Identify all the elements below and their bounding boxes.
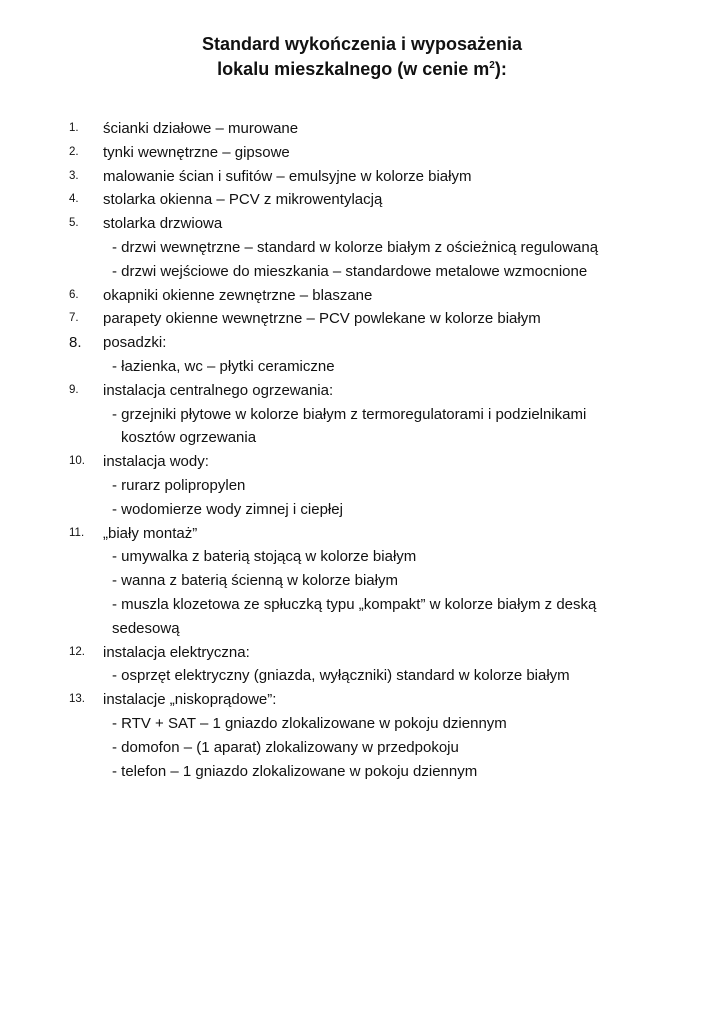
- title-line-1: Standard wykończenia i wyposażenia: [201, 34, 523, 54]
- item-text: stolarka okienna – PCV z mikrowentylacją: [103, 191, 383, 209]
- sub-item: [0, 569, 724, 593]
- item-text: instalacje „niskoprądowe”:: [103, 691, 277, 709]
- sub-item: [0, 760, 724, 784]
- item-number: 2.: [69, 145, 79, 158]
- list-item-9: [0, 379, 724, 403]
- item-number: 1.: [69, 122, 79, 134]
- sub-item-text: - drzwi wewnętrzne – standard w kolorze białym z ościeżnicą regulowaną: [112, 238, 599, 256]
- sub-item-text: - drzwi wejściowe do mieszkania – standardowe metalowe wzmocnione: [112, 262, 588, 280]
- item-number: 5.: [69, 217, 79, 230]
- sub-item-continuation: [0, 426, 724, 450]
- title-line-2: [0, 57, 724, 82]
- item-number: 3.: [69, 169, 79, 182]
- item-number: 4.: [69, 193, 79, 206]
- list-item-11: [0, 522, 724, 546]
- list-item-4: [0, 188, 724, 212]
- title-line-2-end: ):: [494, 59, 507, 79]
- list-item-10: [0, 450, 724, 474]
- sub-item: [0, 736, 724, 760]
- item-text: posadzki:: [103, 334, 167, 352]
- item-number: 13.: [69, 693, 85, 706]
- sub-item: [0, 545, 724, 569]
- sub-item-text: - muszla klozetowa ze spłuczką typu „kompakt” w kolorze białym z deską: [112, 595, 597, 613]
- sub-item: [0, 664, 724, 688]
- sub-item-text: - łazienka, wc – płytki ceramiczne: [112, 357, 335, 375]
- title-line-2-main: lokalu mieszkalnego (w cenie m: [217, 59, 490, 79]
- sub-item-text: - RTV + SAT – 1 gniazdo zlokalizowane w pokoju dziennym: [112, 714, 507, 732]
- item-text: ścianki działowe – murowane: [103, 120, 299, 137]
- item-text: instalacja wody:: [103, 453, 209, 471]
- list-item-8: [0, 331, 724, 355]
- list-item-5: [0, 212, 724, 236]
- sub-item-continuation: [0, 617, 724, 641]
- list-item-12: [0, 641, 724, 665]
- sub-item: [0, 260, 724, 284]
- item-number: 6.: [69, 288, 79, 301]
- list-item-2: [0, 141, 724, 165]
- sub-item: [0, 355, 724, 379]
- sub-item-continuation-text: kosztów ogrzewania: [121, 429, 257, 447]
- list-item-7: [0, 307, 724, 331]
- specification-list: [0, 117, 724, 783]
- sub-item: [0, 474, 724, 498]
- item-text: okapniki okienne zewnętrzne – blaszane: [103, 286, 373, 304]
- sub-item-text: - wodomierze wody zimnej i ciepłej: [112, 500, 343, 518]
- document-title: [0, 32, 724, 82]
- sub-item-text: - grzejniki płytowe w kolorze białym z termoregulatorami i podzielnikami: [112, 405, 587, 423]
- item-text: tynki wewnętrzne – gipsowe: [103, 143, 290, 161]
- sub-item-text: - rurarz polipropylen: [112, 476, 246, 494]
- sub-item: [0, 712, 724, 736]
- item-number: 10.: [69, 455, 85, 468]
- item-text: parapety okienne wewnętrzne – PCV powlekane w kolorze białym: [103, 310, 541, 328]
- item-number: 7.: [69, 312, 79, 325]
- list-item-6: [0, 284, 724, 308]
- sub-item-text: - domofon – (1 aparat) zlokalizowany w przedpokoju: [112, 738, 459, 756]
- sub-item-text: - telefon – 1 gniazdo zlokalizowane w pokoju dziennym: [112, 762, 478, 780]
- item-number: 9.: [69, 383, 79, 396]
- sub-item-text: - umywalka z baterią stojącą w kolorze białym: [112, 548, 417, 566]
- list-item-13: [0, 688, 724, 712]
- item-number: 8.: [69, 334, 82, 352]
- sub-item: [0, 593, 724, 617]
- sub-item: [0, 498, 724, 522]
- item-text: instalacja centralnego ogrzewania:: [103, 381, 334, 399]
- item-text: malowanie ścian i sufitów – emulsyjne w kolorze białym: [103, 167, 472, 185]
- item-text: stolarka drzwiowa: [103, 215, 223, 233]
- item-text: instalacja elektryczna:: [103, 643, 250, 661]
- list-item-1: [0, 117, 724, 141]
- item-text: „biały montaż”: [103, 524, 198, 542]
- item-number: 11.: [69, 526, 85, 539]
- title-superscript: 2: [489, 60, 495, 71]
- list-item-3: [0, 165, 724, 189]
- sub-item-text: - osprzęt elektryczny (gniazda, wyłączniki) standard w kolorze białym: [112, 667, 570, 685]
- sub-item: [0, 403, 724, 427]
- sub-item-text: - wanna z baterią ścienną w kolorze białym: [112, 572, 398, 590]
- sub-item: [0, 236, 724, 260]
- sub-item-continuation-text: sedesową: [112, 619, 180, 637]
- item-number: 12.: [69, 645, 85, 658]
